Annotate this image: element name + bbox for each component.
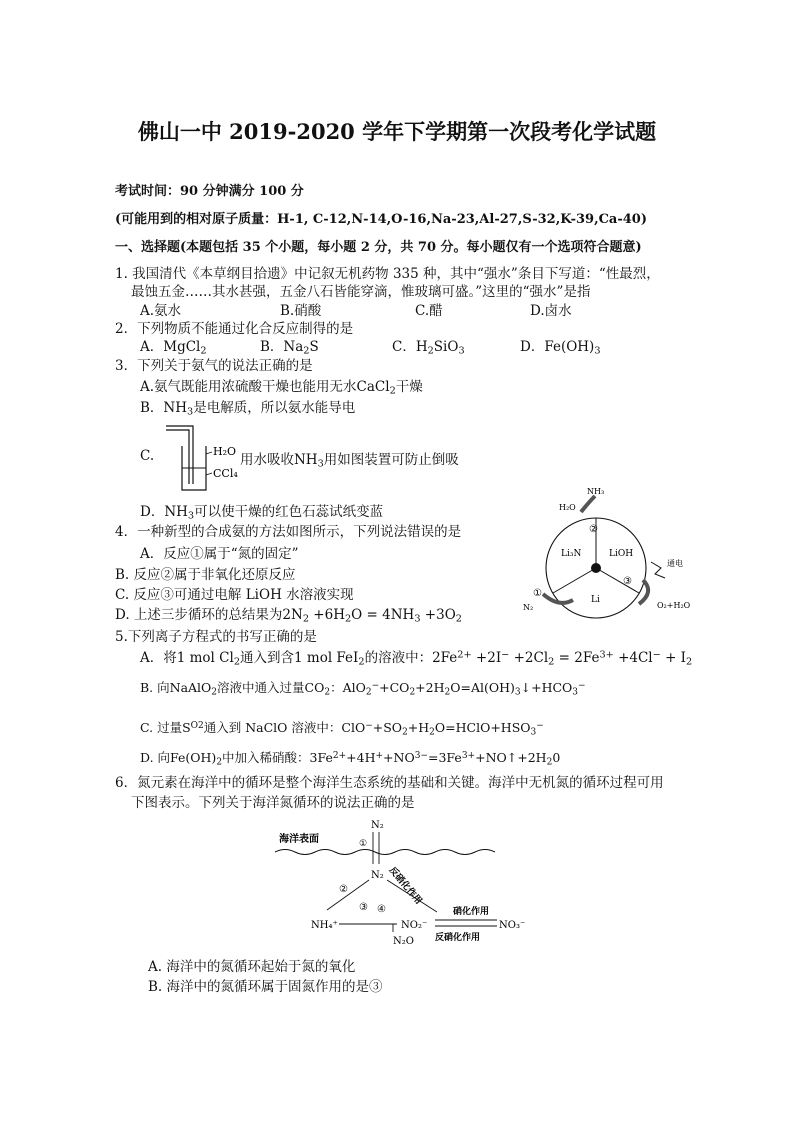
n2o-label: N₂O — [393, 936, 414, 947]
q1-option-a: A.氨水 — [140, 303, 182, 319]
q3-option-c-text: 用水吸收$NH_3$用如图装置可防止倒吸 — [240, 452, 459, 470]
h2o-label: H₂O — [213, 445, 237, 458]
ocean-nitrogen-cycle-diagram — [275, 814, 535, 948]
q2-option-a: A．MgCl$_2$ — [140, 339, 207, 357]
page-title: 佛山一中 2019-2020 学年下学期第一次段考化学试题 — [137, 119, 657, 144]
q3-option-c-label: C. — [140, 448, 155, 464]
n2-label: N₂ — [523, 603, 534, 612]
li-label: Li — [591, 595, 600, 605]
li3n-label: Li₃N — [561, 549, 582, 559]
nh3-label: NH₃ — [587, 487, 605, 496]
electrolysis-label: 通电 — [667, 559, 683, 568]
n2-atmosphere-label: N₂ — [371, 820, 384, 831]
arrow-reaction-1 — [543, 594, 573, 603]
ammonia-cycle-diagram — [515, 482, 705, 617]
cycle-center-dot — [591, 563, 601, 573]
step-3-marker: ③ — [359, 902, 368, 913]
step-4-marker: ④ — [377, 904, 386, 915]
q5-option-a: A．将1 mol $Cl_2$通入到含1 mol FeI$_2$的溶液中：$2Fe^{2+} +2I^- +2Cl_2 = 2Fe^{3+} +4Cl^- + I_2$ — [140, 649, 693, 668]
electricity-bolt-icon — [651, 562, 665, 578]
denitrification-label-1: 反硝化作用 — [386, 865, 424, 907]
ocean-surface-label: 海洋表面 — [279, 834, 319, 845]
gas-tube-inner — [166, 430, 189, 484]
ocean-surface-wave — [275, 850, 495, 855]
q2-stem: 2．下列物质不能通过化合反应制得的是 — [115, 321, 354, 337]
atomic-masses: (可能用到的相对原子质量：H-1, C-12,N-14,O-16,Na-23,Al-27,S-32,K-39,Ca-40) — [115, 212, 647, 227]
q4-option-d: D. 上述三步循环的总结果为$2N_2 +6H_2O = 4NH_3 +3O_2$ — [115, 607, 462, 625]
q2-option-c: C．$H_2SiO_3$ — [392, 339, 465, 357]
step-2-marker: ② — [339, 884, 348, 895]
nh4-label: NH₄⁺ — [311, 920, 338, 931]
q5-option-c: C. 过量$S^{O2}$通入到 NaClO 溶液中：$ClO^-+SO_2+H_2O=HClO+HSO_3^-$ — [140, 720, 544, 738]
arrow-denitrification-1 — [387, 880, 437, 912]
reaction-2-marker: ② — [589, 524, 598, 535]
q3-option-d: D．$NH_3$可以使干燥的红色石蕊试纸变蓝 — [140, 504, 384, 522]
no2-label: NO₂⁻ — [401, 920, 428, 931]
q5-stem: 5.下列离子方程式的书写正确的是 — [115, 629, 317, 645]
exam-time: 考试时间：90 分钟满分 100 分 — [115, 184, 304, 199]
q4-option-c: C. 反应③可通过电解 LiOH 水溶液实现 — [115, 587, 354, 603]
no3-label: NO₃⁻ — [499, 920, 526, 931]
ccl4-label: CCl₄ — [213, 467, 238, 480]
o2-h2o-label: O₂+H₂O — [657, 601, 691, 610]
section-heading: 一、选择题(本题包括 35 个小题，每小题 2 分，共 70 分。每小题仅有一个选项符合题意) — [115, 240, 642, 255]
nitrification-label: 硝化作用 — [453, 907, 490, 917]
denitrification-label-2: 反硝化作用 — [435, 933, 481, 943]
reaction-1-marker: ① — [533, 588, 542, 599]
q6-option-b: B. 海洋中的氮循环属于固氮作用的是③ — [148, 979, 383, 995]
q1-option-c: C.醋 — [415, 303, 443, 319]
q6-stem-line2: 下图表示。下列关于海洋氮循环的说法正确的是 — [131, 795, 415, 811]
q1-option-d: D.卤水 — [530, 303, 572, 319]
q3-option-a: A.氨气既能用浓硫酸干燥也能用无水CaCl$_2$干燥 — [140, 379, 423, 397]
step-1-marker: ① — [359, 839, 368, 849]
q3-option-b: B．$NH_3$是电解质，所以氨水能导电 — [140, 400, 356, 418]
arrow-reaction-2 — [581, 496, 595, 512]
q3-stem: 3．下列关于氨气的说法正确的是 — [115, 358, 313, 374]
q6-option-a: A. 海洋中的氮循环起始于氮的氧化 — [148, 959, 356, 975]
q2-option-b: B．$Na_2S$ — [260, 339, 319, 357]
absorption-apparatus-diagram — [160, 420, 240, 492]
q5-option-b: B. 向NaAlO$_2$溶液中通入过量$CO_2$：$AlO_2^-+CO_2+2H_2O=Al(OH)_3↓+HCO_3^-$ — [140, 680, 586, 698]
q6-stem-line1: 6．氮元素在海洋中的循环是整个海洋生态系统的基础和关键。海洋中无机氮的循环过程可用 — [115, 775, 664, 791]
q5-option-d: D. 向$Fe(OH)_2$中加入稀硝酸：$3Fe^{2+}+4H^++NO^{3-}=3Fe^{3+}+NO↑+2H_20$ — [140, 750, 561, 768]
n2-ocean-label: N₂ — [371, 870, 384, 881]
lioh-label: LiOH — [609, 549, 634, 559]
q4-stem: 4．一种新型的合成氨的方法如图所示，下列说法错误的是 — [115, 524, 462, 540]
q4-option-a: A．反应①属于“氮的固定” — [140, 546, 299, 562]
q2-option-d: D．$Fe(OH)_3$ — [520, 339, 601, 357]
reaction-3-marker: ③ — [623, 576, 632, 587]
q1-stem-line2: 最蚀五金……其水甚强，五金八石皆能穿滴，惟玻璃可盛。”这里的“强水”是指 — [131, 284, 591, 300]
q1-option-b: B.硝酸 — [280, 303, 322, 319]
q4-option-b: B. 反应②属于非氧化还原反应 — [115, 567, 296, 583]
h2o-label: H₂O — [559, 503, 576, 512]
q1-stem-line1: 1. 我国清代《本草纲目拾遗》中记叙无机药物 335 种，其中“强水”条目下写道：“性最烈， — [115, 266, 660, 282]
